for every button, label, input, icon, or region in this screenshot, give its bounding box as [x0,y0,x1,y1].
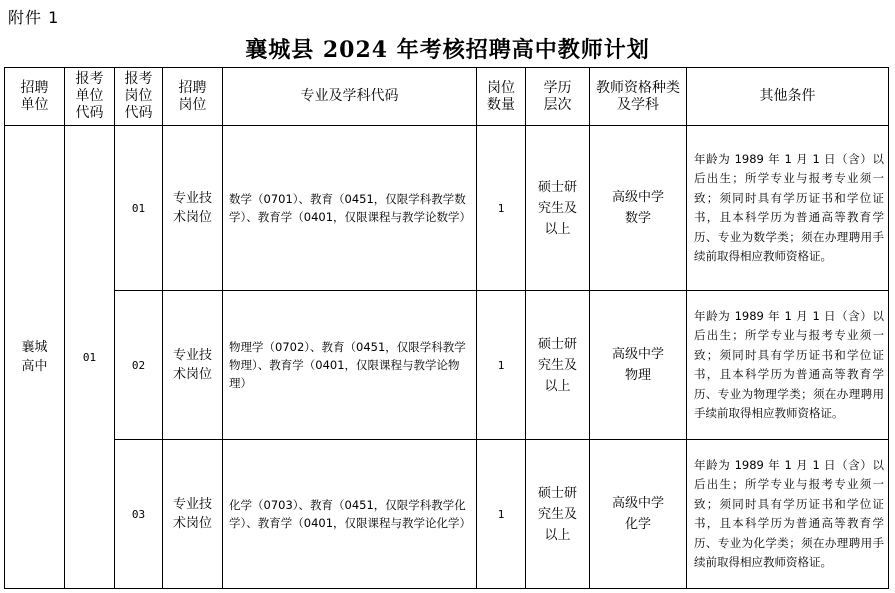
post-code: 01 [115,126,163,291]
post-count: 1 [477,291,526,440]
teacher-qualification: 高级中学化学 [590,440,687,589]
table-header-row [5,68,889,126]
header-qual: 教师资格种类及学科 [590,68,687,126]
table-row [5,291,889,440]
post-name: 专业技术岗位 [163,291,223,440]
header-unit-code: 报考单位代码 [65,68,115,126]
teacher-qualification: 高级中学物理 [590,291,687,440]
table-row [5,126,889,291]
post-code: 03 [115,440,163,589]
other-conditions: 年龄为 1989 年 1 月 1 日（含）以后出生；所学专业与报考专业须一致；须同时具有学历证书和学位证书，且本科学历为普通高等教育学历、专业为数学类；须在办理聘用手续前取得相应教师资格证。 [687,126,889,291]
other-conditions: 年龄为 1989 年 1 月 1 日（含）以后出生；所学专业与报考专业须一致；须同时具有学历证书和学位证书，且本科学历为普通高等教育学历、专业为物理学类；须在办理聘用手续前取得相应教师资格证。 [687,291,889,440]
teacher-qualification: 高级中学数学 [590,126,687,291]
education-level: 硕士研究生及以上 [526,291,590,440]
post-name: 专业技术岗位 [163,440,223,589]
header-post: 招聘岗位 [163,68,223,126]
post-count: 1 [477,440,526,589]
attachment-label: 附件 1 [8,8,60,27]
header-count: 岗位数量 [477,68,526,126]
header-other: 其他条件 [687,68,889,126]
unit-code: 01 [65,126,115,589]
unit-name: 襄城高中 [5,126,65,589]
education-level: 硕士研究生及以上 [526,440,590,589]
table-row [5,440,889,589]
header-unit: 招聘单位 [5,68,65,126]
post-name: 专业技术岗位 [163,126,223,291]
education-level: 硕士研究生及以上 [526,126,590,291]
major-codes: 物理学（0702）、教育（0451，仅限学科教学物理）、教育学（0401，仅限课程与教学论物理） [223,291,477,440]
header-major: 专业及学科代码 [223,68,477,126]
header-post-code: 报考岗位代码 [115,68,163,126]
other-conditions: 年龄为 1989 年 1 月 1 日（含）以后出生；所学专业与报考专业须一致；须同时具有学历证书和学位证书，且本科学历为普通高等教育学历、专业为化学类；须在办理聘用手续前取得相应教师资格证。 [687,440,889,589]
header-edu: 学历层次 [526,68,590,126]
post-count: 1 [477,126,526,291]
recruitment-plan-table [4,67,889,589]
major-codes: 数学（0701）、教育（0451，仅限学科教学数学）、教育学（0401，仅限课程与教学论数学） [223,126,477,291]
page-title: 襄城县 2024 年考核招聘高中教师计划 [245,37,650,63]
post-code: 02 [115,291,163,440]
major-codes: 化学（0703）、教育（0451，仅限学科教学化学）、教育学（0401，仅限课程与教学论化学） [223,440,477,589]
